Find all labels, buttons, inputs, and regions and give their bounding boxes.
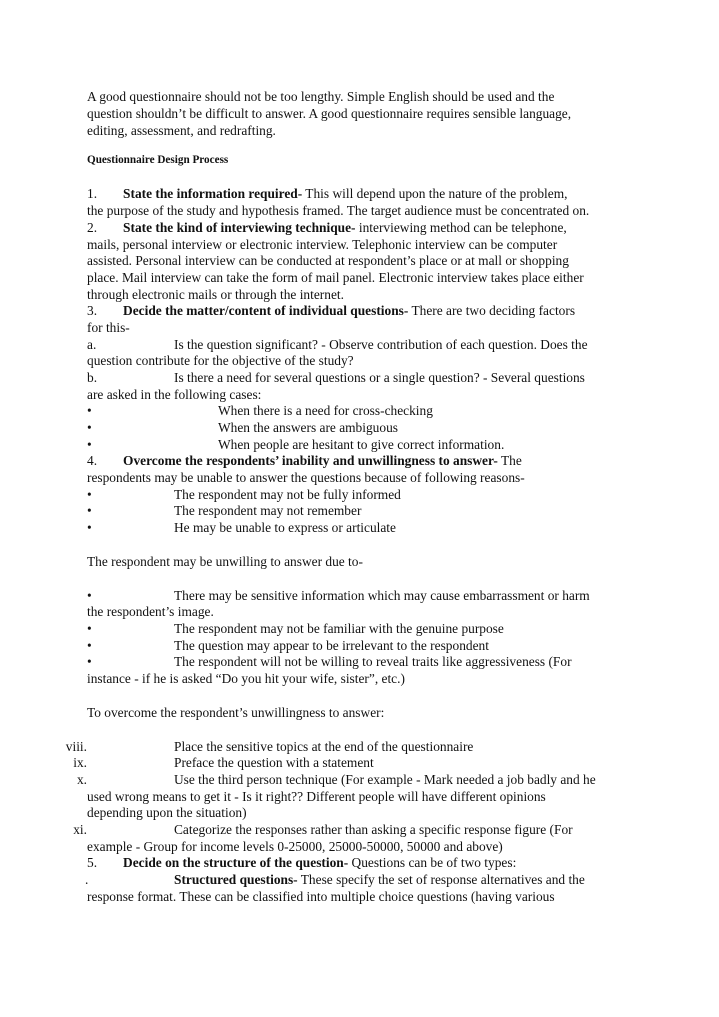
step-3-a-label: a.	[87, 337, 97, 352]
case-item: When people are hesitant to give correct information.	[218, 437, 505, 452]
step-3-number: 3.	[87, 303, 98, 318]
bullet-icon: •	[87, 503, 92, 518]
step-3-line-2: for this-	[87, 320, 130, 335]
overcome-number: xi.	[73, 822, 87, 837]
bullet-icon: •	[87, 520, 92, 535]
bullet-icon: •	[87, 621, 92, 636]
bullet-icon: •	[87, 420, 92, 435]
overcome-item: Use the third person technique (For example - Mark needed a job badly and he	[174, 772, 596, 787]
step-3-text: There are two deciding factors	[408, 303, 576, 318]
bullet-icon: •	[87, 638, 92, 653]
overcome-number: viii.	[65, 739, 87, 754]
unwilling-item-continued: instance - if he is asked “Do you hit your wife, sister”, etc.)	[87, 671, 405, 686]
overcome-item: Preface the question with a statement	[174, 755, 374, 770]
step-5-title: Decide on the structure of the question-	[123, 855, 349, 870]
step-4-text: The	[497, 453, 522, 468]
step-2	[87, 219, 567, 236]
unwilling-intro: The respondent may be unwilling to answer due to-	[87, 554, 363, 569]
case-item: When the answers are ambiguous	[218, 420, 398, 435]
intro-line-3: editing, assessment, and redrafting.	[87, 123, 276, 138]
step-2-line-3: assisted. Personal interview can be conducted at respondent’s place or at mall or shopping	[87, 253, 569, 268]
step-2-line-4: place. Mail interview can take the form of mail panel. Electronic interview takes place either	[87, 270, 584, 285]
bullet-icon: •	[87, 588, 92, 603]
bullet-icon: •	[87, 487, 92, 502]
unwilling-item: The respondent will not be willing to reveal traits like aggressiveness (For	[174, 654, 572, 669]
step-4-title: Overcome the respondents’ inability and unwillingness to answer-	[123, 453, 498, 468]
step-1-text: This will depend upon the nature of the problem,	[302, 186, 568, 201]
step-1	[87, 185, 567, 202]
step-3-a-line-2: question contribute for the objective of the study?	[87, 353, 354, 368]
step-5-sub-text: These specify the set of response alternatives and the	[297, 872, 585, 887]
step-4-number: 4.	[87, 453, 98, 468]
step-1-title: State the information required-	[123, 186, 303, 201]
step-5-sub-marker: .	[85, 872, 89, 887]
step-3-a-text: Is the question significant? - Observe contribution of each question. Does the	[174, 337, 588, 352]
overcome-item-continued: used wrong means to get it - Is it right?? Different people will have different opinions	[87, 789, 546, 804]
overcome-item-continued: depending upon the situation)	[87, 805, 247, 820]
step-5-text: Questions can be of two types:	[348, 855, 517, 870]
step-5-sub	[174, 871, 585, 888]
step-3-b-text: Is there a need for several questions or a single question? - Several questions	[174, 370, 585, 385]
unwilling-item: There may be sensitive information which may cause embarrassment or harm	[174, 588, 590, 603]
step-4	[87, 452, 522, 469]
overcome-intro: To overcome the respondent’s unwillingness to answer:	[87, 705, 385, 720]
overcome-item-continued: example - Group for income levels 0-25000, 25000-50000, 50000 and above)	[87, 839, 503, 854]
section-heading: Questionnaire Design Process	[87, 154, 229, 166]
intro-line-2: question shouldn’t be difficult to answer. A good questionnaire requires sensible language,	[87, 106, 572, 121]
reason-item: The respondent may not be fully informed	[174, 487, 401, 502]
overcome-number: x.	[76, 772, 87, 787]
intro-line-1: A good questionnaire should not be too lengthy. Simple English should be used and the	[87, 89, 555, 104]
step-3-b-label: b.	[87, 370, 98, 385]
step-2-text: interviewing method can be telephone,	[355, 220, 567, 235]
step-5-number: 5.	[87, 855, 98, 870]
overcome-item: Categorize the responses rather than asking a specific response figure (For	[174, 822, 573, 837]
unwilling-item-continued: the respondent’s image.	[87, 604, 214, 619]
overcome-number: ix.	[73, 755, 87, 770]
step-2-line-5: through electronic mails or through the internet.	[87, 287, 344, 302]
reason-item: The respondent may not remember	[174, 503, 362, 518]
step-4-line-2: respondents may be unable to answer the questions because of following reasons-	[87, 470, 525, 485]
step-2-title: State the kind of interviewing technique-	[123, 220, 356, 235]
step-5	[87, 854, 516, 871]
step-3-b-line-2: are asked in the following cases:	[87, 387, 262, 402]
overcome-item: Place the sensitive topics at the end of the questionnaire	[174, 739, 474, 754]
step-3	[87, 302, 575, 319]
step-2-number: 2.	[87, 220, 98, 235]
step-1-line-2: the purpose of the study and hypothesis framed. The target audience must be concentrated on.	[87, 203, 590, 218]
step-5-sub-title: Structured questions-	[174, 872, 298, 887]
bullet-icon: •	[87, 437, 92, 452]
unwilling-item: The respondent may not be familiar with the genuine purpose	[174, 621, 504, 636]
bullet-icon: •	[87, 654, 92, 669]
step-5-line-2: response format. These can be classified into multiple choice questions (having various	[87, 889, 555, 904]
unwilling-item: The question may appear to be irrelevant to the respondent	[174, 638, 489, 653]
bullet-icon: •	[87, 403, 92, 418]
step-2-line-2: mails, personal interview or electronic interview. Telephonic interview can be computer	[87, 237, 558, 252]
step-1-number: 1.	[87, 186, 98, 201]
reason-item: He may be unable to express or articulate	[174, 520, 396, 535]
case-item: When there is a need for cross-checking	[218, 403, 433, 418]
step-3-title: Decide the matter/content of individual questions-	[123, 303, 409, 318]
